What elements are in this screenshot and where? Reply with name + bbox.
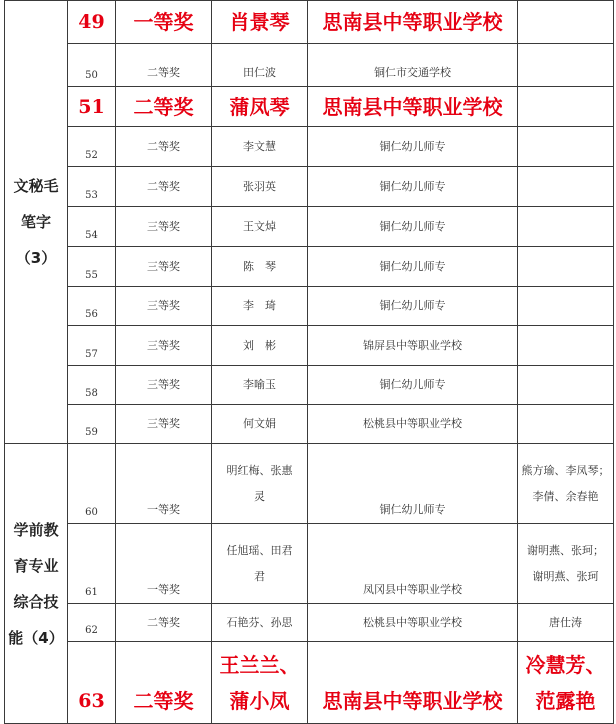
award-level: 二等奖	[116, 127, 212, 167]
advisor-cell	[518, 524, 614, 604]
category-line: 育专业	[13, 556, 59, 575]
advisor-cell	[518, 405, 614, 444]
table-row	[5, 405, 614, 444]
contestant-name: 李文慧	[212, 127, 308, 167]
school-name: 铜仁幼儿师专	[308, 207, 518, 247]
contestant-name: 王文焯	[212, 207, 308, 247]
category-line: 能（4）	[8, 628, 64, 647]
row-number: 58	[68, 366, 116, 405]
table-row	[5, 87, 614, 127]
advisor-cell	[518, 167, 614, 207]
contestant-name	[212, 444, 308, 524]
category-cell	[5, 444, 68, 724]
row-number: 61	[68, 524, 116, 604]
school-name: 铜仁幼儿师专	[308, 247, 518, 287]
row-number: 56	[68, 287, 116, 326]
row-number: 55	[68, 247, 116, 287]
award-level: 一等奖	[116, 1, 212, 44]
award-level: 一等奖	[116, 444, 212, 524]
school-name: 思南县中等职业学校	[308, 642, 518, 724]
advisor-cell	[518, 326, 614, 366]
award-level: 二等奖	[116, 604, 212, 642]
name-line: 王兰兰、	[219, 652, 300, 677]
row-number: 53	[68, 167, 116, 207]
advisor-line: 李倩、余春艳	[532, 489, 599, 503]
category-line: 学前教	[13, 520, 59, 539]
advisor-cell	[518, 87, 614, 127]
advisor-line: 范露艳	[535, 688, 596, 713]
results-table	[4, 0, 614, 724]
award-level: 三等奖	[116, 326, 212, 366]
table-row	[5, 1, 614, 44]
contestant-name: 石艳芬、孙思	[212, 604, 308, 642]
table-row	[5, 366, 614, 405]
row-number: 52	[68, 127, 116, 167]
contestant-name: 张羽英	[212, 167, 308, 207]
name-line: 蒲小凤	[229, 688, 290, 713]
advisor-cell	[518, 247, 614, 287]
contestant-name: 何文娟	[212, 405, 308, 444]
advisor-cell: 唐仕涛	[518, 604, 614, 642]
award-level: 二等奖	[116, 642, 212, 724]
table-row	[5, 207, 614, 247]
category-line: 笔字	[20, 213, 51, 231]
category-line: 综合技	[13, 592, 59, 611]
advisor-line: 熊方瑜、李凤琴；	[521, 463, 610, 477]
school-name: 思南县中等职业学校	[308, 87, 518, 127]
row-number: 54	[68, 207, 116, 247]
school-name: 铜仁幼儿师专	[308, 287, 518, 326]
row-number: 62	[68, 604, 116, 642]
row-number: 49	[68, 1, 116, 44]
table-row	[5, 604, 614, 642]
advisor-line: 谢明燕、张珂；	[527, 543, 604, 557]
award-level: 二等奖	[116, 44, 212, 87]
award-level: 三等奖	[116, 405, 212, 444]
advisor-line: 谢明燕、张珂	[532, 569, 599, 583]
table-row	[5, 127, 614, 167]
name-line: 灵	[254, 489, 265, 503]
row-number: 51	[68, 87, 116, 127]
school-name: 凤冈县中等职业学校	[308, 524, 518, 604]
advisor-cell	[518, 44, 614, 87]
advisor-cell	[518, 444, 614, 524]
name-line: 任旭瑶、田君	[226, 543, 293, 557]
advisor-cell	[518, 287, 614, 326]
category-line: 文秘毛	[13, 177, 59, 195]
advisor-cell	[518, 1, 614, 44]
table-row	[5, 44, 614, 87]
advisor-cell	[518, 127, 614, 167]
school-name: 铜仁市交通学校	[308, 44, 518, 87]
advisor-line: 冷慧芳、	[525, 652, 606, 677]
contestant-name	[212, 524, 308, 604]
award-level: 二等奖	[116, 87, 212, 127]
award-level: 一等奖	[116, 524, 212, 604]
category-line: （3）	[15, 249, 57, 267]
contestant-name: 李喻玉	[212, 366, 308, 405]
row-number: 50	[68, 44, 116, 87]
school-name: 松桃县中等职业学校	[308, 405, 518, 444]
contestant-name	[212, 642, 308, 724]
award-level: 三等奖	[116, 247, 212, 287]
contestant-name: 田仁波	[212, 44, 308, 87]
row-number: 57	[68, 326, 116, 366]
contestant-name: 陈 琴	[212, 247, 308, 287]
table-row	[5, 444, 614, 524]
school-name: 铜仁幼儿师专	[308, 444, 518, 524]
award-level: 三等奖	[116, 287, 212, 326]
school-name: 思南县中等职业学校	[308, 1, 518, 44]
table-row	[5, 326, 614, 366]
school-name: 锦屏县中等职业学校	[308, 326, 518, 366]
award-level: 二等奖	[116, 167, 212, 207]
table-row	[5, 287, 614, 326]
name-line: 明红梅、张惠	[226, 463, 293, 477]
table-row	[5, 247, 614, 287]
school-name: 铜仁幼儿师专	[308, 167, 518, 207]
name-line: 君	[254, 569, 265, 583]
table-row	[5, 167, 614, 207]
advisor-cell	[518, 366, 614, 405]
contestant-name: 蒲凤琴	[212, 87, 308, 127]
award-level: 三等奖	[116, 366, 212, 405]
advisor-cell	[518, 207, 614, 247]
row-number: 63	[68, 642, 116, 724]
contestant-name: 李 琦	[212, 287, 308, 326]
table-row	[5, 642, 614, 724]
row-number: 60	[68, 444, 116, 524]
school-name: 松桃县中等职业学校	[308, 604, 518, 642]
advisor-cell	[518, 642, 614, 724]
contestant-name: 刘 彬	[212, 326, 308, 366]
school-name: 铜仁幼儿师专	[308, 127, 518, 167]
table-row	[5, 524, 614, 604]
category-cell	[5, 1, 68, 444]
contestant-name: 肖景琴	[212, 1, 308, 44]
award-level: 三等奖	[116, 207, 212, 247]
row-number: 59	[68, 405, 116, 444]
school-name: 铜仁幼儿师专	[308, 366, 518, 405]
